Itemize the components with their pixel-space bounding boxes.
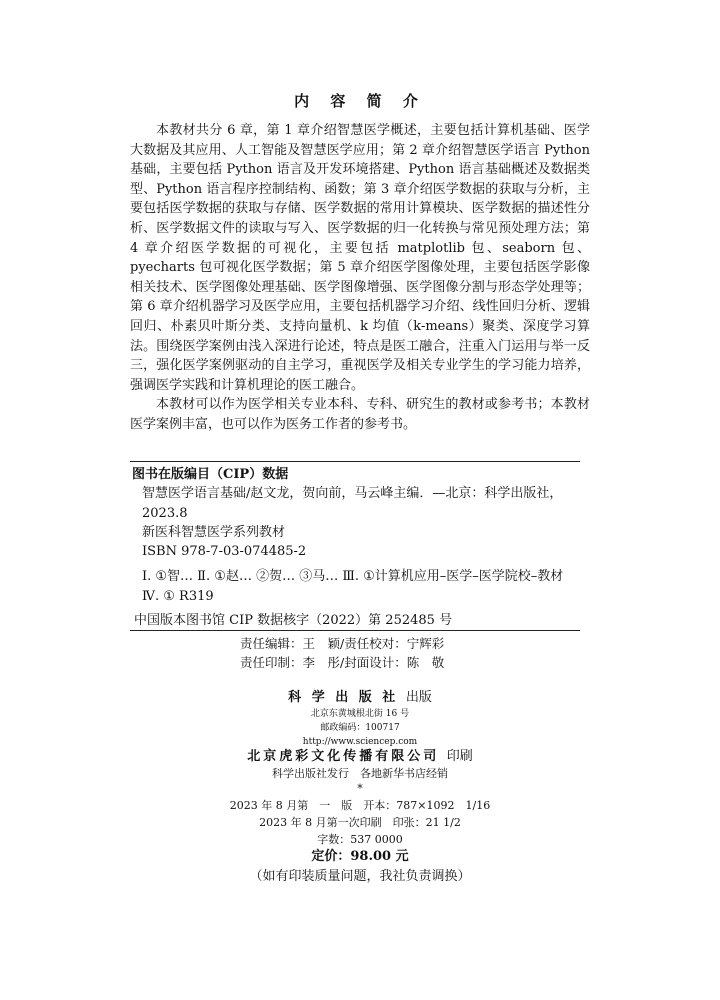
distribution: 科学出版社发行 各地新华书店经销	[272, 767, 448, 780]
cip-classification: Ⅰ. ①智… Ⅱ. ①赵… ②贺… ③马… Ⅲ. ①计算机应用–医学–医学院校–教材 Ⅳ. ① R319	[142, 569, 564, 604]
content-summary	[130, 121, 590, 435]
publisher-name-row	[0, 690, 720, 705]
printer-row	[0, 749, 720, 764]
cip-bottom-rule	[130, 630, 580, 631]
star-divider: *	[357, 782, 363, 795]
publisher-suffix: 出版	[405, 690, 432, 705]
page-title: 内 容 简 介	[294, 92, 426, 110]
publisher-info	[0, 690, 720, 887]
edition-line: 2023 年 8 月第 一 版 开本：787×1092 1/16	[229, 799, 491, 812]
printer-suffix: 印刷	[446, 749, 473, 764]
credits-line-1: 责任编辑：王 颖/责任校对：宁辉彩	[240, 636, 445, 651]
credits-line-2: 责任印制：李 彤/封面设计：陈 敬	[240, 655, 445, 670]
cip-header: 图书在版编目（CIP）数据	[132, 467, 289, 482]
summary-paragraph-1: 本教材共分 6 章，第 1 章介绍智慧医学概述，主要包括计算机基础、医学大数据及其应用、人工智能及智慧医学应用；第 2 章介绍智慧医学语言 Python 基础，主要包括 Python 语言及开发环境搭建、Python 语言基础概述及数据类型、Python 语言程序控制结构、函数；第 3 章介绍医学数据的获取与分析，主要包括医学数据的获取与存储、医学数据的常用计算模块、医学数据的描述性分析、医学数据文件的读取与写入、医学数据的归一化转换与常见预处理方法；第 4 章介绍医学数据的可视化，主要包括 matplotlib 包、seaborn 包、pyecharts 包可视化医学数据；第 5 章介绍医学图像处理，主要包括医学影像相关技术、医学图像处理基础、医学图像增强、医学图像分割与形态学处理等；第 6 章介绍机器学习及医学应用，主要包括机器学习介绍、线性回归分析、逻辑回归、朴素贝叶斯分类、支持向量机、k 均值（k-means）聚类、深度学习算法。围绕医学案例由浅入深进行论述，特点是医工融合，注重入门运用与举一反三，强化医学案例驱动的自主学习，重视医学及相关专业学生的学习能力培养，强调医学实践和计算机理论的医工融合。	[130, 123, 590, 393]
cip-block	[130, 461, 580, 631]
cip-national-number: 中国版本图书馆 CIP 数据核字（2022）第 252485 号	[134, 613, 453, 629]
cip-title-line: 智慧医学语言基础/赵文龙，贺向前，马云峰主编．—北京：科学出版社，2023.8	[142, 486, 563, 521]
publisher-url: http://www.sciencep.com	[302, 737, 418, 747]
publisher-address: 北京东黄城根北街 16 号	[310, 709, 410, 719]
cip-top-rule	[130, 461, 580, 462]
wordcount-line: 字数：537 0000	[317, 833, 403, 846]
cip-isbn-line: ISBN 978-7-03-074485-2	[142, 544, 307, 560]
editorial-credits	[240, 634, 444, 672]
printer-name: 北京虎彩文化传播有限公司	[247, 749, 440, 764]
printing-line: 2023 年 8 月第一次印刷 印张：21 1/2	[259, 816, 461, 829]
publisher-postcode: 邮政编码：100717	[320, 723, 400, 733]
publisher-name: 科 学 出 版 社	[288, 690, 399, 705]
price: 定价：98.00 元	[311, 849, 409, 864]
summary-paragraph-2: 本教材可以作为医学相关专业本科、专科、研究生的教材或参考书；本教材医学案例丰富，也可以作为医务工作者的参考书。	[130, 397, 590, 432]
notice: （如有印装质量问题，我社负责调换）	[249, 869, 471, 884]
cip-series-line: 新医科智慧医学系列教材	[142, 524, 286, 540]
